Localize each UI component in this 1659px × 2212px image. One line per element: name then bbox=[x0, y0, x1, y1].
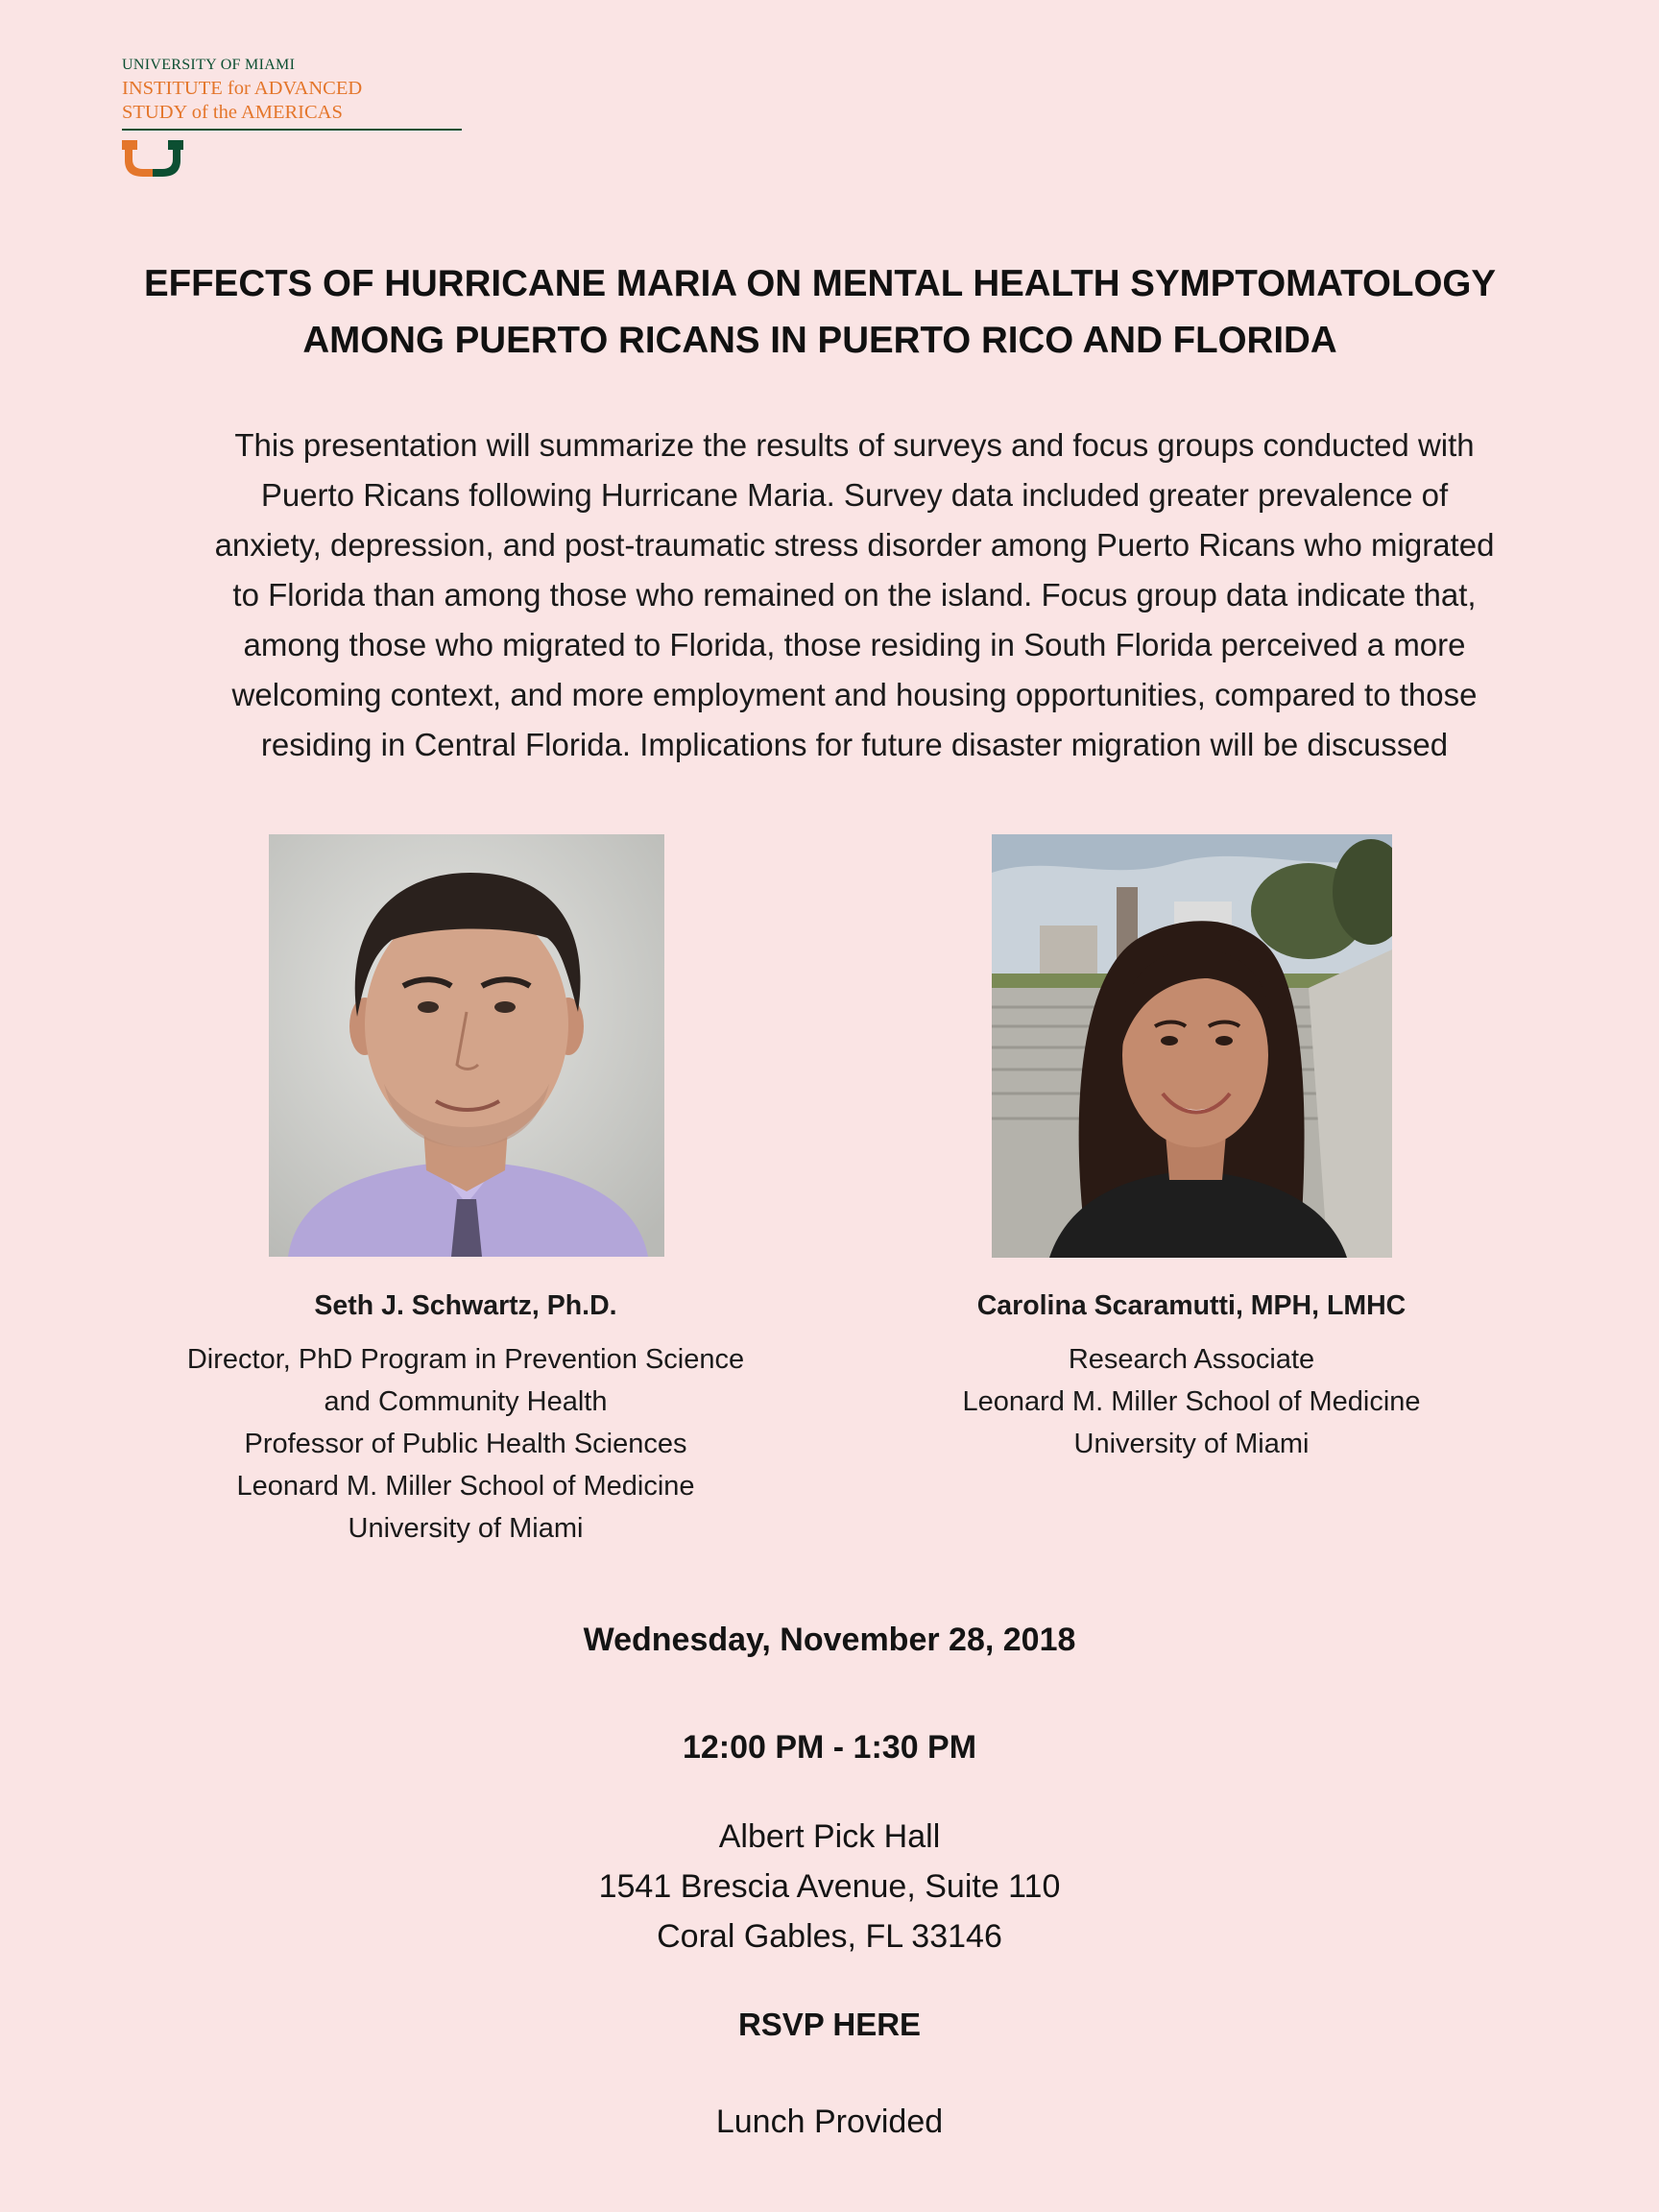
event-title bbox=[38, 255, 1601, 369]
event-date: Wednesday, November 28, 2018 bbox=[583, 1622, 1076, 1658]
speaker-2-title-line: Research Associate bbox=[1068, 1344, 1315, 1375]
abstract-line: anxiety, depression, and post-traumatic stress disorder among Puerto Ricans who migrated bbox=[214, 527, 1495, 563]
institute-logo bbox=[122, 57, 462, 177]
abstract-line: Puerto Ricans following Hurricane Maria. Survey data included greater prevalence of bbox=[260, 477, 1449, 513]
speaker-2-title-line: Leonard M. Miller School of Medicine bbox=[962, 1386, 1421, 1417]
rsvp-link[interactable]: RSVP HERE bbox=[737, 2007, 922, 2042]
event-time: 12:00 PM - 1:30 PM bbox=[682, 1729, 977, 1766]
event-venue bbox=[0, 1812, 1659, 1961]
speaker-2-name: Carolina Scaramutti, MPH, LMHC bbox=[976, 1290, 1407, 1321]
event-abstract bbox=[115, 421, 1594, 770]
abstract-line: welcoming context, and more employment and housing opportunities, compared to those bbox=[231, 677, 1478, 712]
event-title-line-1: EFFECTS OF HURRICANE MARIA ON MENTAL HEALTH SYMPTOMATOLOGY bbox=[143, 263, 1497, 304]
logo-institute-line-1: INSTITUTE for ADVANCED bbox=[122, 78, 363, 99]
speaker-1-title-line: Director, PhD Program in Prevention Science bbox=[186, 1344, 745, 1375]
speaker-2-info bbox=[864, 1286, 1519, 1465]
event-title-line-2: AMONG PUERTO RICANS IN PUERTO RICO AND FLORIDA bbox=[302, 320, 1337, 361]
abstract-line: residing in Central Florida. Implications for future disaster migration will be discussed bbox=[260, 727, 1449, 762]
lunch-note: Lunch Provided bbox=[715, 2104, 944, 2140]
venue-line: Coral Gables, FL 33146 bbox=[657, 1918, 1002, 1955]
venue-line: Albert Pick Hall bbox=[718, 1818, 941, 1855]
venue-line: 1541 Brescia Avenue, Suite 110 bbox=[598, 1868, 1061, 1905]
university-u-logo-icon bbox=[122, 140, 183, 177]
speaker-1-name: Seth J. Schwartz, Ph.D. bbox=[314, 1290, 617, 1321]
speaker-1-title-line: Professor of Public Health Sciences bbox=[244, 1429, 687, 1459]
speaker-2-photo bbox=[992, 834, 1392, 1258]
logo-divider bbox=[122, 129, 462, 131]
abstract-line: to Florida than among those who remained on the island. Focus group data indicate that, bbox=[232, 577, 1477, 613]
abstract-line: This presentation will summarize the results of surveys and focus groups conducted with bbox=[234, 427, 1475, 463]
abstract-line: among those who migrated to Florida, those residing in South Florida perceived a more bbox=[243, 627, 1466, 662]
speaker-1-title-line: Leonard M. Miller School of Medicine bbox=[236, 1471, 695, 1502]
speaker-1-photo bbox=[269, 834, 664, 1257]
speaker-1-title-line: and Community Health bbox=[324, 1386, 608, 1417]
logo-university-text: UNIVERSITY OF MIAMI bbox=[122, 57, 296, 73]
speaker-1-title-line: University of Miami bbox=[348, 1513, 584, 1544]
speaker-2-title-line: University of Miami bbox=[1073, 1429, 1310, 1459]
logo-institute-line-2: STUDY of the AMERICAS bbox=[122, 102, 343, 123]
speaker-1-info bbox=[134, 1286, 797, 1550]
